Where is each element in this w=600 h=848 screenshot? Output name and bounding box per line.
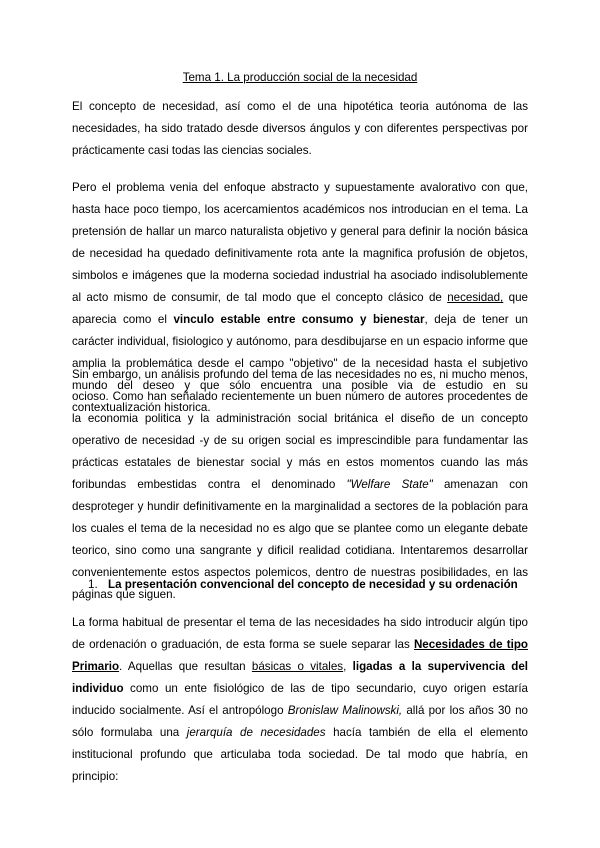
paragraph-text: El concepto de necesidad, así como el de una hipotética teoria autónoma de las necesidades, ha sido tratado desde diversos ángulos y con diferentes perspectivas por prácticamente casi todas las ciencias sociales. xyxy=(72,100,528,157)
italic-term-jerarquia: jerarquía de necesidades xyxy=(186,726,326,739)
paragraph-text: , xyxy=(343,660,353,673)
bold-phrase-supervivencia: ligadas a la supervivencia del individuo xyxy=(72,660,528,695)
paragraph-text: como un ente fisiológico de las de tipo secundario, cuyo origen estaría inducido socialmente. Así el antropólogo xyxy=(72,682,528,717)
paragraph-text: hacía también de ella el elemento institucional profundo que articulaba toda sociedad. De tal modo que habría, en principio: xyxy=(72,726,528,783)
paragraph-intro xyxy=(72,96,528,162)
italic-term-welfare-state: "Welfare State" xyxy=(346,478,433,491)
paragraph-text: allá por los años 30 no sólo formulaba una xyxy=(72,704,528,739)
italic-name-malinowski: Bronislaw Malinowski, xyxy=(287,704,403,717)
paragraph-text: Sin embargo, un análisis profundo del tema de las necesidades no es, ni mucho menos, ocioso. Como han señalado recientemente un buen número de autores procedentes de la economia politica y la administración social británica el diseño de un concepto operativo de necesidad -y de su origen social es imprescindible para fundamentar las prácticas estatales de bienestar social y más en estos momentos cuando las más foribundas embestidas contra el denominado xyxy=(72,368,528,491)
paragraph-analysis xyxy=(72,364,528,606)
section-heading-text: La presentación convencional del concepto de necesidad y su ordenación xyxy=(108,578,518,591)
underlined-term-necesidad: necesidad, xyxy=(447,291,504,304)
paragraph-text: que aparecia como el xyxy=(72,291,528,326)
paragraph-text: amenazan con desproteger y hundir definitivamente en la marginalidad a sectores de la población para los cuales el tema de la necesidad no es algo que se plantee como un elegante debate teorico, sino como una sangrante y dificil realidad cotidiana. Intentaremos desarrollar convenientemente estos aspectos polemicos, dentro de nuestras posibilidades, en las páginas que siguen. xyxy=(72,478,529,601)
paragraph-text: La forma habitual de presentar el tema de las necesidades ha sido introducir algún tipo de ordenación o graduación, de esta forma se suele separar las xyxy=(72,616,528,651)
bold-underlined-term-primario: Necesidades de tipo Primario xyxy=(72,638,528,673)
document-title: Tema 1. La producción social de la necesidad xyxy=(182,71,418,84)
paragraph-text: , deja de tener un carácter individual, fisiologico y autónomo, para desdibujarse en un espacio informe que amplia la problemática desde el campo "objetivo" de la necesidad hasta el subjetivo mundo del deseo y que sólo encuentra una posible via de estudio en su contextualización historica. xyxy=(72,313,528,414)
paragraph-ordering xyxy=(72,612,528,788)
paragraph-text: Pero el problema venia del enfoque abstracto y supuestamente avalorativo con que, hasta hace poco tiempo, los acercamientos académicos nos introducian en el tema. La pretensión de hallar un marco naturalista objetivo y general para definir la noción básica de necesidad ha quedado definitivamente rota ante la magnifica profusión de objetos, simbolos e imágenes que la moderna sociedad industrial ha asociado indisolublemente al acto mismo de consumir, de tal modo que el concepto clásico de xyxy=(72,181,528,304)
bold-phrase-vinculo: vinculo estable entre consumo y bienestar xyxy=(173,313,425,326)
section-heading xyxy=(88,574,548,596)
underlined-term-basicas: básicas o vitales xyxy=(251,660,344,673)
section-number: 1. xyxy=(88,578,98,591)
paragraph-text: . Aquellas que resultan xyxy=(119,660,252,673)
